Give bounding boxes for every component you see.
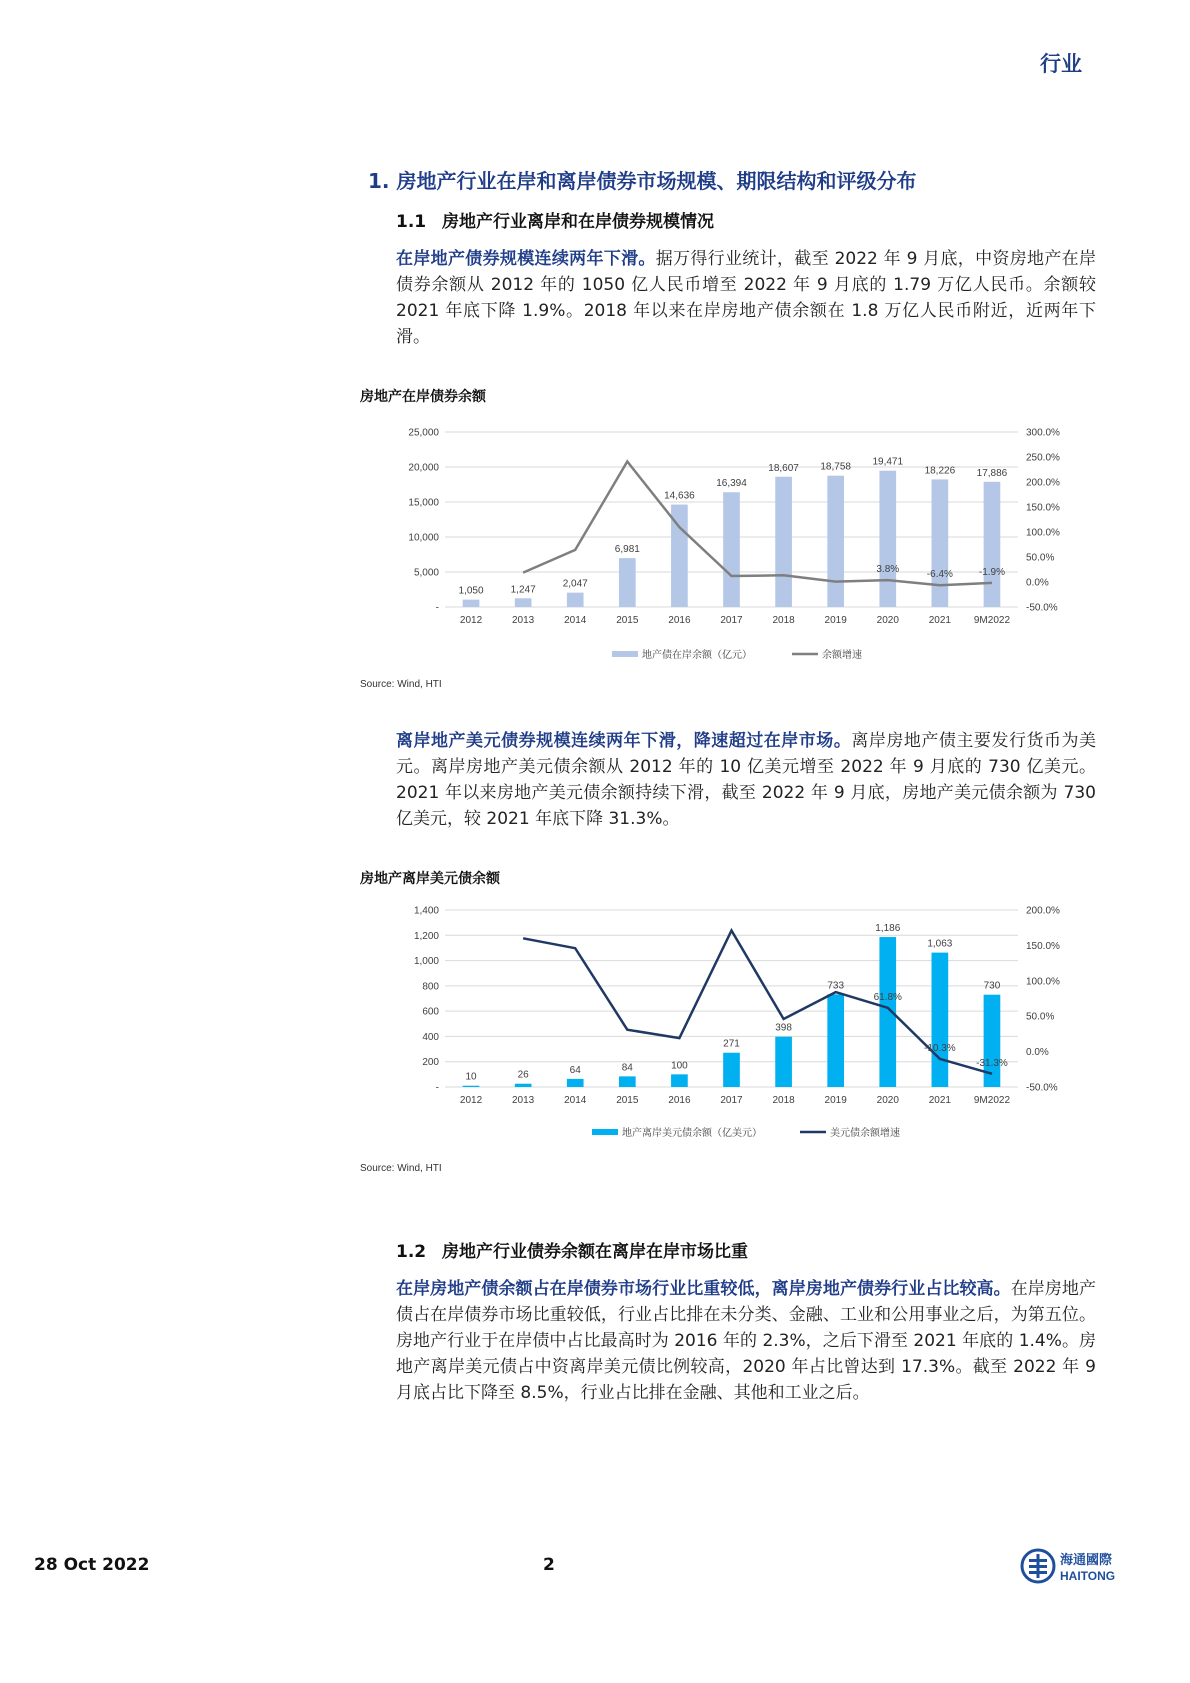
bar-value-label: 733 bbox=[827, 980, 845, 992]
bar bbox=[515, 598, 532, 607]
growth-value-label: -1.9% bbox=[978, 566, 1006, 578]
bar-value-label: 64 bbox=[569, 1064, 581, 1076]
y-left-tick-label: 5,000 bbox=[413, 567, 439, 579]
bar bbox=[619, 558, 636, 607]
legend-label: 美元债余额增速 bbox=[830, 1128, 900, 1139]
growth-value-label: 61.8% bbox=[873, 991, 902, 1003]
bar bbox=[619, 1076, 636, 1087]
bar-value-label: 730 bbox=[983, 980, 1001, 992]
y-right-tick-label: 200.0% bbox=[1026, 477, 1060, 489]
legend-label: 地产离岸美元债余额（亿美元） bbox=[622, 1128, 762, 1139]
bar bbox=[567, 1079, 584, 1087]
bar bbox=[567, 593, 584, 607]
bar bbox=[723, 1053, 740, 1087]
bar bbox=[827, 994, 844, 1087]
bar-value-label: 84 bbox=[621, 1062, 633, 1074]
x-tick-label: 9M2022 bbox=[973, 1095, 1011, 1106]
x-tick-label: 2012 bbox=[459, 1095, 483, 1106]
y-right-tick-label: 150.0% bbox=[1026, 940, 1060, 952]
growth-value-label: 3.8% bbox=[876, 564, 900, 576]
paragraph-offshore bbox=[396, 728, 1096, 832]
bar-value-label: 1,186 bbox=[875, 923, 901, 935]
paragraph-market-share bbox=[396, 1276, 1096, 1406]
bar bbox=[879, 471, 896, 607]
y-right-tick-label: 0.0% bbox=[1026, 577, 1049, 589]
y-left-tick-label: - bbox=[435, 1082, 439, 1094]
chart-offshore bbox=[360, 895, 1080, 1155]
x-tick-label: 2021 bbox=[928, 615, 951, 626]
growth-value-label: -10.3% bbox=[924, 1042, 956, 1054]
bar bbox=[932, 953, 949, 1087]
y-right-tick-label: -50.0% bbox=[1026, 602, 1058, 614]
bar-value-label: 18,226 bbox=[924, 465, 956, 477]
x-tick-label: 2018 bbox=[772, 615, 795, 626]
chart-2-title: 房地产离岸美元债余额 bbox=[360, 871, 500, 887]
growth-line bbox=[523, 931, 992, 1074]
y-right-tick-label: 100.0% bbox=[1026, 527, 1060, 539]
paragraph-lead: 在岸地产债券规模连续两年下滑。 bbox=[396, 249, 656, 269]
x-tick-label: 2014 bbox=[564, 615, 587, 626]
bar-value-label: 18,758 bbox=[820, 461, 851, 473]
y-left-tick-label: 600 bbox=[422, 1006, 439, 1018]
bar bbox=[463, 600, 480, 607]
y-right-tick-label: 0.0% bbox=[1026, 1047, 1049, 1059]
subsection-heading-2 bbox=[396, 1237, 748, 1262]
y-left-tick-label: 800 bbox=[422, 981, 439, 993]
legend-label: 余额增速 bbox=[822, 650, 862, 661]
bar-value-label: 14,636 bbox=[664, 490, 695, 502]
bar-value-label: 271 bbox=[723, 1038, 740, 1050]
bar-value-label: 1,050 bbox=[458, 585, 484, 597]
y-left-tick-label: 20,000 bbox=[408, 462, 439, 474]
subsection-heading-1 bbox=[396, 207, 714, 232]
legend-swatch-bar bbox=[612, 651, 638, 657]
y-left-tick-label: - bbox=[435, 602, 439, 614]
x-tick-label: 2019 bbox=[824, 615, 847, 626]
bar-value-label: 16,394 bbox=[716, 478, 747, 490]
x-tick-label: 2013 bbox=[512, 615, 535, 626]
x-tick-label: 2016 bbox=[668, 615, 691, 626]
section-heading: 1. 房地产行业在岸和离岸债券市场规模、期限结构和评级分布 bbox=[368, 169, 917, 193]
logo-en-text: HAITONG bbox=[1060, 1569, 1116, 1583]
x-tick-label: 2013 bbox=[512, 1095, 535, 1106]
legend-swatch-bar bbox=[592, 1129, 618, 1135]
x-tick-label: 2017 bbox=[720, 615, 743, 626]
y-right-tick-label: 300.0% bbox=[1026, 427, 1060, 439]
subsection-number: 1.1 bbox=[396, 212, 427, 232]
logo-cn-text: 海通國際 bbox=[1060, 1553, 1113, 1568]
paragraph-lead: 在岸房地产债余额占在岸债券市场行业比重较低，离岸房地产债券行业占比较高。 bbox=[396, 1279, 1011, 1299]
chart-onshore bbox=[360, 415, 1080, 675]
bar-value-label: 2,047 bbox=[562, 578, 588, 590]
chart-1-source: Source: Wind, HTI bbox=[360, 679, 442, 690]
x-tick-label: 2019 bbox=[824, 1095, 847, 1106]
x-tick-label: 2015 bbox=[616, 615, 639, 626]
x-tick-label: 2014 bbox=[564, 1095, 587, 1106]
y-right-tick-label: 100.0% bbox=[1026, 976, 1060, 988]
y-right-tick-label: 50.0% bbox=[1026, 1011, 1055, 1023]
x-tick-label: 2017 bbox=[720, 1095, 743, 1106]
paragraph-body: 据万得行业统计，截至 2022 年 9 月底，中资房地产在岸债券余额从 2012 年的 1050 亿人民币增至 2022 年 9 月底的 1.79 万亿人民币。余额较 2021 年底下降 1.9%。2018 年以来在岸房地产债余额在 1.8 万亿人民币附近，近两年下滑。 bbox=[396, 249, 1096, 347]
y-left-tick-label: 15,000 bbox=[408, 497, 439, 509]
bar-value-label: 6,981 bbox=[614, 544, 640, 556]
bar bbox=[515, 1084, 532, 1087]
x-tick-label: 2018 bbox=[772, 1095, 795, 1106]
bar bbox=[723, 492, 740, 607]
page-number: 2 bbox=[543, 1555, 555, 1575]
x-tick-label: 9M2022 bbox=[973, 615, 1011, 626]
chart-2-source: Source: Wind, HTI bbox=[360, 1163, 442, 1174]
y-left-tick-label: 1,400 bbox=[413, 905, 439, 917]
paragraph-lead: 离岸地产美元债券规模连续两年下滑，降速超过在岸市场。 bbox=[396, 731, 852, 751]
growth-value-label: -31.3% bbox=[976, 1057, 1008, 1069]
bar-value-label: 1,063 bbox=[927, 938, 953, 950]
bar bbox=[775, 477, 792, 607]
x-tick-label: 2015 bbox=[616, 1095, 639, 1106]
bar bbox=[671, 1074, 688, 1087]
chart-1-title: 房地产在岸债券余额 bbox=[360, 389, 486, 405]
y-right-tick-label: 150.0% bbox=[1026, 502, 1060, 514]
y-left-tick-label: 10,000 bbox=[408, 532, 439, 544]
bar bbox=[463, 1086, 480, 1087]
y-right-tick-label: 50.0% bbox=[1026, 552, 1055, 564]
y-left-tick-label: 200 bbox=[422, 1057, 439, 1069]
bar-value-label: 398 bbox=[775, 1022, 792, 1034]
bar bbox=[932, 479, 949, 607]
haitong-logo bbox=[1018, 1546, 1168, 1586]
bar bbox=[827, 476, 844, 607]
y-right-tick-label: -50.0% bbox=[1026, 1082, 1058, 1094]
bar-value-label: 18,607 bbox=[768, 462, 799, 474]
x-tick-label: 2016 bbox=[668, 1095, 691, 1106]
paragraph-body: 离岸房地产债主要发行货币为美元。离岸房地产美元债余额从 2012 年的 10 亿美元增至 2022 年 9 月底的 730 亿美元。2021 年以来房地产美元债余额持续下滑，截至 2022 年 9 月底，房地产美元债余额为 730 亿美元，较 2021 年底下降 31.3%。 bbox=[396, 731, 1097, 829]
y-left-tick-label: 1,200 bbox=[413, 930, 439, 942]
bar bbox=[984, 482, 1001, 607]
x-tick-label: 2020 bbox=[876, 615, 899, 626]
paragraph-body: 在岸房地产债占在岸债券市场比重较低，行业占比排在未分类、金融、工业和公用事业之后，为第五位。房地产行业于在岸债中占比最高时为 2016 年的 2.3%，之后下滑至 2021 年底的 1.4%。房地产离岸美元债占中资离岸美元债比例较高，2020 年占比曾达到 17.3%。截至 2022 年 9 月底占比下降至 8.5%，行业占比排在金融、其他和工业之后。 bbox=[396, 1279, 1097, 1403]
section-tag: 行业 bbox=[1040, 52, 1082, 76]
bar bbox=[775, 1037, 792, 1087]
x-tick-label: 2020 bbox=[876, 1095, 899, 1106]
growth-value-label: -6.4% bbox=[926, 569, 953, 581]
bar-value-label: 10 bbox=[465, 1071, 477, 1083]
bar-value-label: 17,886 bbox=[976, 467, 1008, 479]
footer-date: 28 Oct 2022 bbox=[34, 1555, 150, 1575]
bar-value-label: 19,471 bbox=[872, 456, 904, 468]
x-tick-label: 2012 bbox=[459, 615, 483, 626]
paragraph-onshore bbox=[396, 246, 1096, 350]
haitong-logo-icon bbox=[1018, 1546, 1168, 1586]
bar-value-label: 100 bbox=[671, 1060, 688, 1072]
y-left-tick-label: 400 bbox=[422, 1031, 439, 1043]
bar-value-label: 26 bbox=[517, 1069, 529, 1081]
y-left-tick-label: 25,000 bbox=[408, 427, 439, 439]
y-right-tick-label: 250.0% bbox=[1026, 452, 1060, 464]
x-tick-label: 2021 bbox=[928, 1095, 951, 1106]
y-left-tick-label: 1,000 bbox=[413, 956, 439, 968]
subsection-title: 房地产行业债券余额在离岸在岸市场比重 bbox=[442, 1242, 748, 1262]
y-right-tick-label: 200.0% bbox=[1026, 905, 1060, 917]
bar-value-label: 1,247 bbox=[510, 584, 536, 596]
growth-line bbox=[523, 462, 992, 586]
subsection-number: 1.2 bbox=[396, 1242, 427, 1262]
legend-label: 地产债在岸余额（亿元） bbox=[642, 650, 752, 661]
subsection-title: 房地产行业离岸和在岸债券规模情况 bbox=[442, 212, 714, 232]
